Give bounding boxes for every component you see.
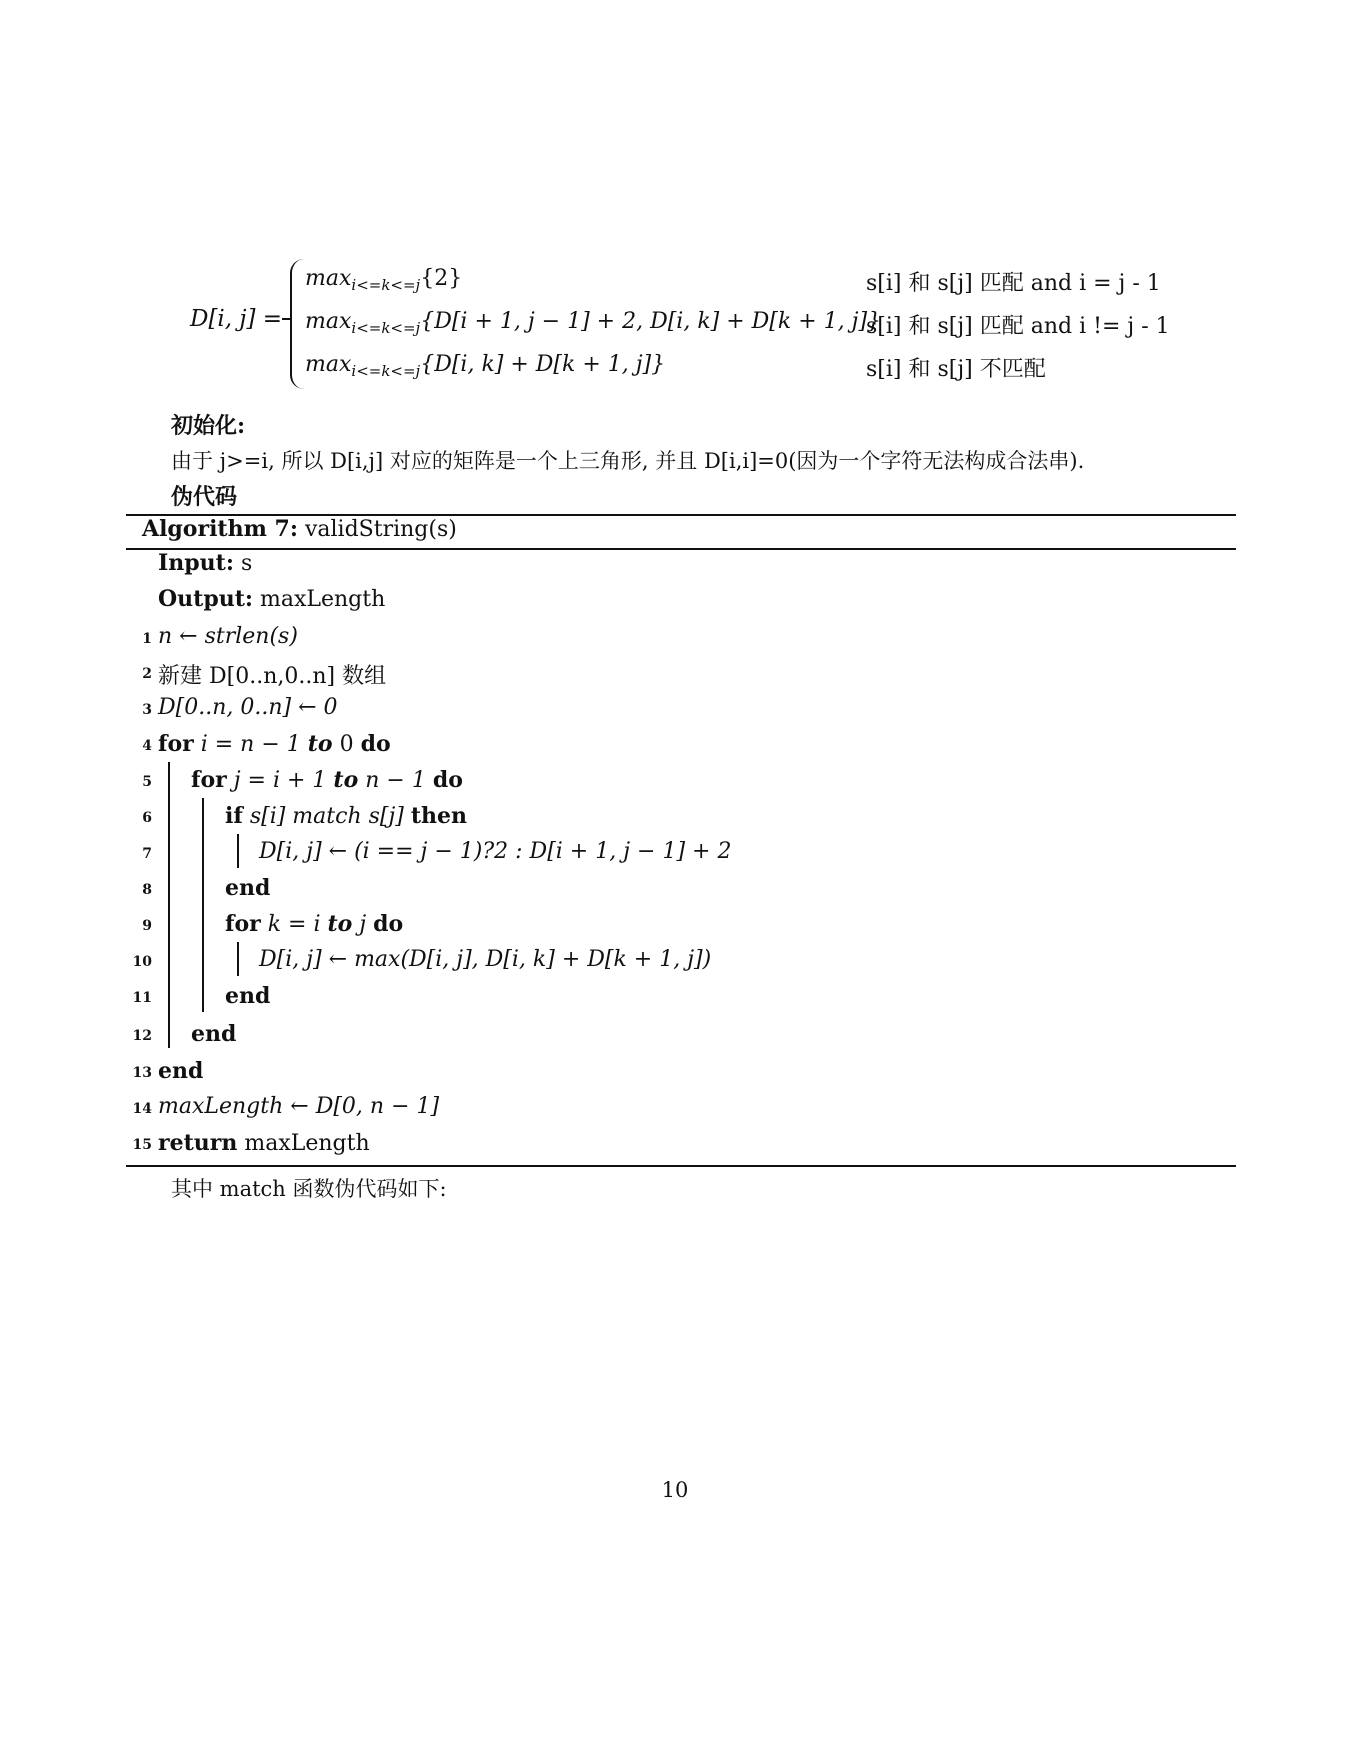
indent-bar-for-k: [237, 942, 239, 976]
equation-cond-2: s[i] 和 s[j] 匹配 and i != j - 1: [866, 314, 1170, 339]
after-text: 其中 match 函数伪代码如下:: [171, 1177, 447, 1201]
code-token: then: [410, 803, 468, 829]
case-op: max: [305, 266, 352, 291]
code-token: k = i: [260, 912, 328, 937]
equation-cond-1: s[i] 和 s[j] 匹配 and i = j - 1: [866, 271, 1161, 296]
code-line: [225, 803, 467, 829]
code-token: for: [225, 911, 261, 937]
line-number: 8: [142, 882, 152, 898]
code-line: [158, 1058, 203, 1084]
code-token: j = i + 1: [226, 768, 334, 793]
code-line: [225, 983, 270, 1009]
code-line: [158, 1130, 370, 1156]
line-number: 11: [132, 990, 152, 1006]
code-line: [191, 1021, 236, 1047]
output-label: Output:: [158, 586, 253, 612]
code-token: end: [225, 983, 271, 1009]
algorithm-caption-label: Algorithm 7:: [142, 516, 298, 542]
code-line: [158, 731, 391, 757]
init-text: 由于 j>=i, 所以 D[i,j] 对应的矩阵是一个上三角形, 并且 D[i,i]=0(因为一个字符无法构成合法串).: [171, 449, 1085, 473]
line-number: 12: [132, 1028, 152, 1044]
algorithm-caption-name: validString(s): [304, 517, 457, 542]
code-token: n − 1: [358, 768, 433, 793]
code-token: to: [307, 731, 333, 757]
code-token: maxLength ← D[0, n − 1]: [158, 1094, 440, 1119]
line-number: 1: [142, 631, 152, 647]
code-token: j: [352, 912, 374, 937]
case-expr: {2}: [420, 266, 463, 291]
line-number: 14: [132, 1101, 152, 1117]
code-token: do: [432, 767, 463, 793]
code-token: to: [333, 767, 359, 793]
case-sub: i<=k<=j: [351, 319, 421, 337]
line-number: 5: [142, 774, 152, 790]
input-label: Input:: [158, 550, 234, 576]
code-token: D[0..n, 0..n] ← 0: [158, 695, 338, 720]
code-token: D[i, j] ← (i == j − 1)?2 : D[i + 1, j − 1] + 2: [259, 839, 732, 864]
code-token: if: [225, 803, 243, 829]
line-number: 10: [132, 954, 152, 970]
line-number: 13: [132, 1065, 152, 1081]
equation-case-2: [305, 309, 881, 337]
case-expr: {D[i + 1, j − 1] + 2, D[i, k] + D[k + 1, j]}: [420, 309, 882, 334]
code-token: end: [191, 1021, 237, 1047]
equation-cond-3: s[i] 和 s[j] 不匹配: [866, 357, 1046, 382]
code-line: [225, 875, 270, 901]
line-number: 9: [142, 918, 152, 934]
init-heading: 初始化:: [171, 413, 246, 439]
code-token: end: [158, 1058, 204, 1084]
case-expr: {D[i, k] + D[k + 1, j]}: [420, 352, 666, 377]
code-line: [158, 695, 338, 720]
equation-lhs: D[i, j] =: [190, 306, 283, 332]
algorithm-output: [158, 586, 385, 612]
code-token: for: [191, 767, 227, 793]
code-line: [259, 947, 711, 972]
equation-brace: [290, 259, 306, 389]
code-line: [158, 659, 386, 690]
output-value: maxLength: [259, 587, 386, 612]
code-token: n ← strlen(s): [158, 624, 298, 649]
code-token: return: [158, 1130, 238, 1156]
code-token: 0: [332, 732, 361, 757]
page-number: 10: [661, 1478, 689, 1502]
code-line: [191, 767, 463, 793]
equation-case-3: [305, 352, 665, 380]
indent-bar-if: [237, 834, 239, 868]
code-line: [158, 624, 298, 649]
algorithm-input: [158, 550, 252, 576]
code-token: s[i] match s[j]: [242, 804, 411, 829]
algorithm-caption-rule: [126, 548, 1236, 550]
algorithm-caption: [142, 516, 457, 542]
code-token: 新建 D[0..n,0..n] 数组: [158, 664, 387, 689]
line-number: 15: [132, 1137, 152, 1153]
code-token: i = n − 1: [193, 732, 308, 757]
line-number: 6: [142, 810, 152, 826]
line-number: 7: [142, 846, 152, 862]
line-number: 3: [142, 702, 152, 718]
code-token: to: [327, 911, 353, 937]
equation-brace-tip: [282, 318, 292, 320]
indent-bar-inner-for: [202, 798, 204, 1012]
case-op: max: [305, 309, 352, 334]
equation-case-1: [305, 266, 462, 294]
code-line: [225, 911, 403, 937]
code-token: maxLength: [237, 1131, 370, 1156]
code-token: end: [225, 875, 271, 901]
case-op: max: [305, 352, 352, 377]
code-token: do: [360, 731, 391, 757]
case-sub: i<=k<=j: [351, 276, 421, 294]
input-value: s: [240, 551, 253, 576]
indent-bar-outer-for: [168, 762, 170, 1048]
algorithm-bottom-rule: [126, 1165, 1236, 1167]
line-number: 2: [142, 666, 152, 682]
code-line: [259, 839, 731, 864]
case-sub: i<=k<=j: [351, 362, 421, 380]
pseudo-heading: 伪代码: [171, 484, 238, 510]
code-line: [158, 1094, 439, 1119]
code-token: do: [373, 911, 404, 937]
code-token: for: [158, 731, 194, 757]
line-number: 4: [142, 738, 152, 754]
code-token: D[i, j] ← max(D[i, j], D[i, k] + D[k + 1, j]): [259, 947, 712, 972]
